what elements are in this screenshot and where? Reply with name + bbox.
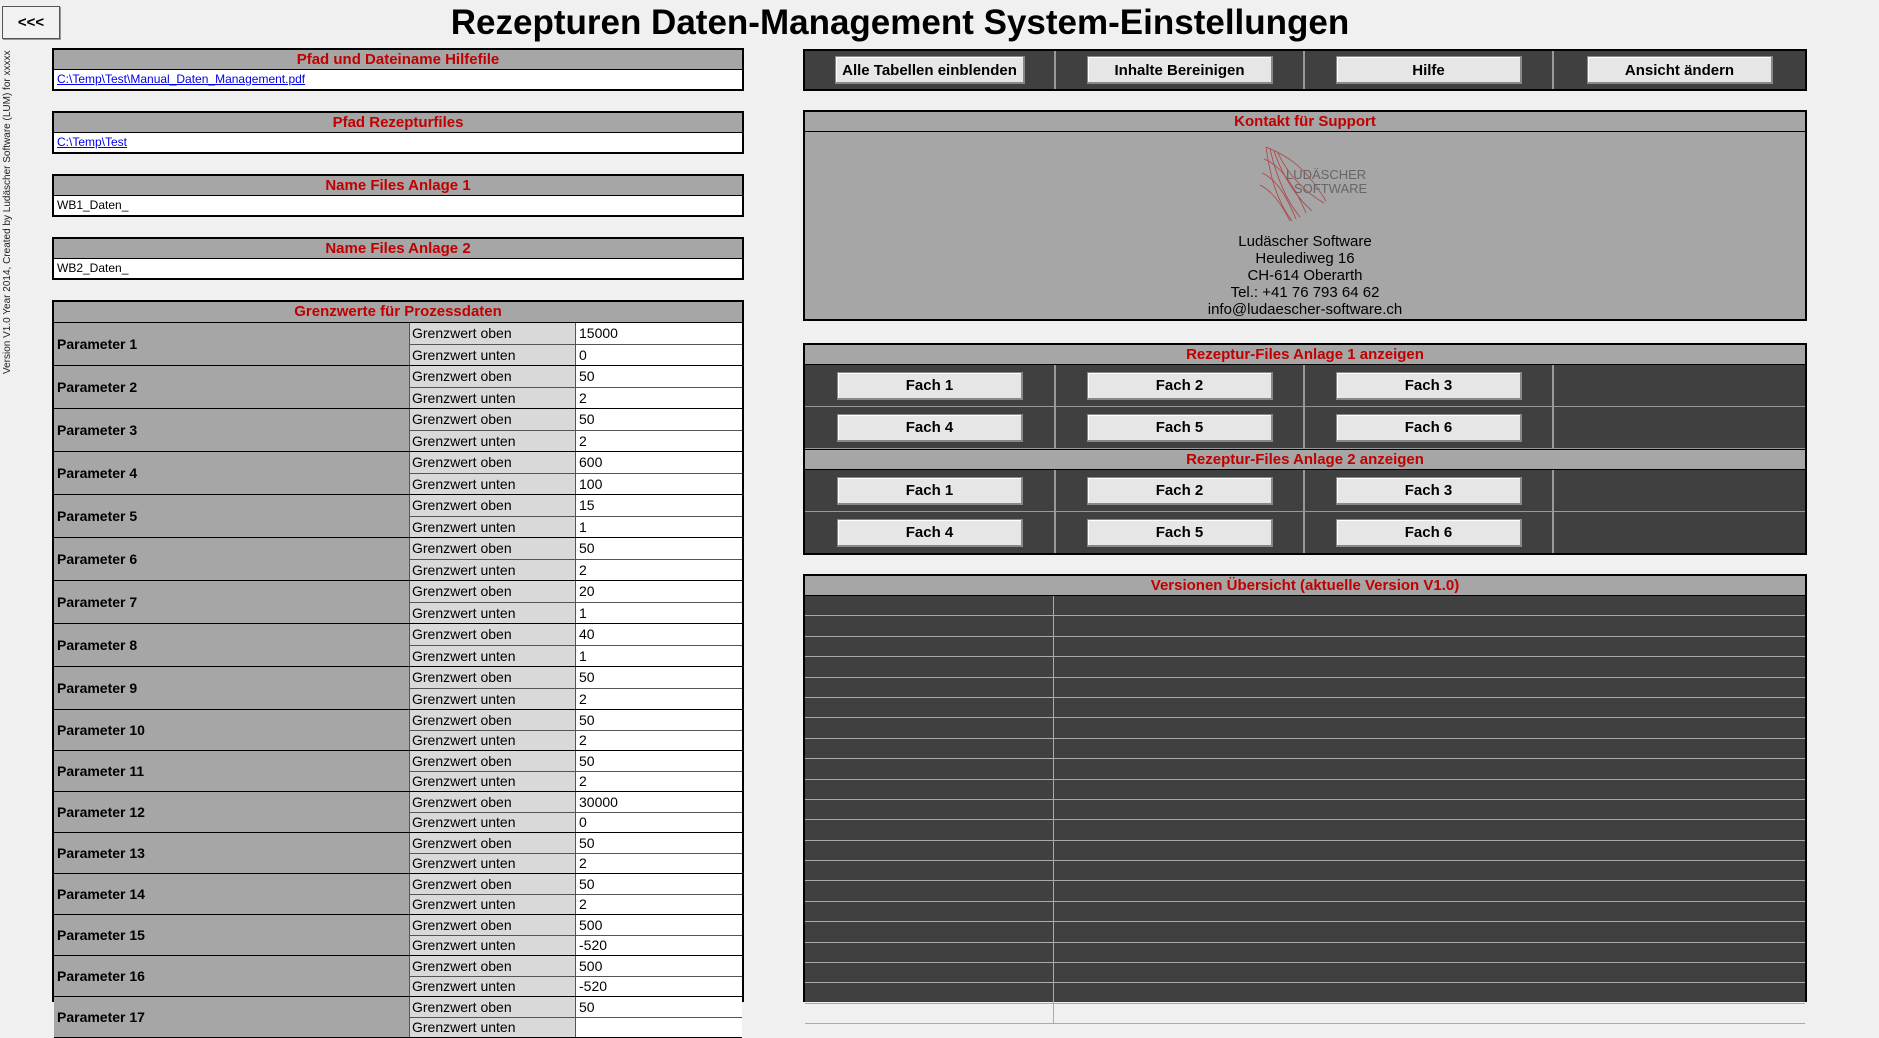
- upper-limit-value[interactable]: 40: [576, 624, 742, 645]
- upper-limit-label: Grenzwert oben: [410, 874, 576, 894]
- param-name: Parameter 8: [54, 624, 410, 666]
- version-row: [805, 983, 1805, 1003]
- anlage1-fach6-button[interactable]: Fach 6: [1336, 414, 1522, 442]
- version-description-cell[interactable]: [1054, 616, 1805, 635]
- upper-limit-label: Grenzwert oben: [410, 452, 576, 473]
- version-description-cell[interactable]: [1054, 637, 1805, 656]
- lower-limit-value[interactable]: 2: [576, 772, 742, 792]
- param-row: [54, 409, 742, 452]
- lower-limit-label: Grenzwert unten: [410, 731, 576, 751]
- version-description-cell[interactable]: [1054, 902, 1805, 921]
- upper-limit-label: Grenzwert oben: [410, 997, 576, 1017]
- version-row: [805, 943, 1805, 963]
- back-button[interactable]: <<<: [2, 6, 60, 39]
- upper-limit-value[interactable]: 50: [576, 874, 742, 894]
- upper-limit-value[interactable]: 20: [576, 581, 742, 602]
- param-name: Parameter 2: [54, 366, 410, 408]
- contact-street: Heulediweg 16: [1255, 250, 1355, 267]
- lower-limit-value[interactable]: 1: [576, 517, 742, 538]
- version-cell[interactable]: [805, 739, 1054, 758]
- lower-limit-value[interactable]: 2: [576, 854, 742, 874]
- version-description-cell[interactable]: [1054, 820, 1805, 839]
- anlage1-fach5-button[interactable]: Fach 5: [1087, 414, 1273, 442]
- recipe-path-link[interactable]: C:\Temp\Test: [57, 135, 128, 149]
- recipe-files-panel: [803, 343, 1807, 555]
- contact-phone: Tel.: +41 76 793 64 62: [1230, 284, 1380, 301]
- param-row: [54, 710, 742, 751]
- recipe-path-section: [52, 111, 744, 154]
- param-row: [54, 792, 742, 833]
- param-name: Parameter 11: [54, 751, 410, 791]
- lower-limit-value[interactable]: 2: [576, 731, 742, 751]
- help-file-link[interactable]: C:\Temp\Test\Manual_Daten_Management.pdf: [57, 72, 306, 86]
- lower-limit-value[interactable]: 100: [576, 474, 742, 495]
- upper-limit-label: Grenzwert oben: [410, 581, 576, 602]
- lower-limit-value[interactable]: -520: [576, 977, 742, 997]
- version-description-cell[interactable]: [1054, 657, 1805, 676]
- anlage1-fach4-button[interactable]: Fach 4: [837, 414, 1023, 442]
- param-name: Parameter 7: [54, 581, 410, 623]
- lower-limit-label: Grenzwert unten: [410, 772, 576, 792]
- lower-limit-label: Grenzwert unten: [410, 517, 576, 538]
- upper-limit-value[interactable]: 600: [576, 452, 742, 473]
- version-description-cell[interactable]: [1054, 759, 1805, 778]
- param-name: Parameter 13: [54, 833, 410, 873]
- upper-limit-label: Grenzwert oben: [410, 409, 576, 430]
- version-note: Version V1.0 Year 2014, Created by Ludäscher Software (LUM) for xxxxx: [2, 50, 13, 374]
- lower-limit-label: Grenzwert unten: [410, 603, 576, 624]
- upper-limit-label: Grenzwert oben: [410, 915, 576, 935]
- change-view-button[interactable]: Ansicht ändern: [1587, 56, 1773, 84]
- param-row: [54, 323, 742, 366]
- version-row: [805, 1004, 1805, 1024]
- upper-limit-value[interactable]: 500: [576, 915, 742, 935]
- version-row: [805, 820, 1805, 840]
- param-name: Parameter 17: [54, 997, 410, 1037]
- upper-limit-value[interactable]: 50: [576, 833, 742, 853]
- upper-limit-label: Grenzwert oben: [410, 323, 576, 344]
- upper-limit-value[interactable]: 50: [576, 667, 742, 688]
- upper-limit-label: Grenzwert oben: [410, 751, 576, 771]
- version-row: [805, 922, 1805, 942]
- param-row: [54, 751, 742, 792]
- lower-limit-label: Grenzwert unten: [410, 431, 576, 452]
- version-description-cell[interactable]: [1054, 739, 1805, 758]
- anlage2-fach3-button[interactable]: Fach 3: [1336, 477, 1522, 505]
- versions-table: [803, 574, 1807, 1002]
- version-cell[interactable]: [805, 718, 1054, 737]
- param-row: [54, 495, 742, 538]
- version-cell[interactable]: [805, 1004, 1054, 1023]
- anlage2-fach6-button[interactable]: Fach 6: [1336, 519, 1522, 547]
- param-name: Parameter 3: [54, 409, 410, 451]
- anlage1-fach2-button[interactable]: Fach 2: [1087, 372, 1273, 400]
- param-row: [54, 538, 742, 581]
- recipe-path-header: Pfad Rezepturfiles: [54, 113, 742, 133]
- logo-text-1: LUDÄSCHER: [1286, 167, 1367, 182]
- show-all-tables-button[interactable]: Alle Tabellen einblenden: [835, 56, 1025, 84]
- lower-limit-label: Grenzwert unten: [410, 977, 576, 997]
- version-description-cell[interactable]: [1054, 861, 1805, 880]
- upper-limit-label: Grenzwert oben: [410, 710, 576, 730]
- support-section: [803, 110, 1807, 321]
- param-row: [54, 452, 742, 495]
- version-description-cell[interactable]: [1054, 718, 1805, 737]
- upper-limit-label: Grenzwert oben: [410, 538, 576, 559]
- limits-header: Grenzwerte für Prozessdaten: [54, 302, 742, 323]
- lower-limit-label: Grenzwert unten: [410, 936, 576, 956]
- version-row: [805, 718, 1805, 738]
- upper-limit-value[interactable]: 50: [576, 366, 742, 387]
- version-cell[interactable]: [805, 943, 1054, 962]
- lower-limit-value[interactable]: 2: [576, 388, 742, 409]
- anlage2-header: Rezeptur-Files Anlage 2 anzeigen: [805, 449, 1805, 470]
- param-name: Parameter 4: [54, 452, 410, 494]
- upper-limit-value[interactable]: 50: [576, 710, 742, 730]
- help-button[interactable]: Hilfe: [1336, 56, 1522, 84]
- upper-limit-label: Grenzwert oben: [410, 624, 576, 645]
- lower-limit-value[interactable]: 1: [576, 646, 742, 667]
- lower-limit-value[interactable]: [576, 1018, 742, 1038]
- param-name: Parameter 10: [54, 710, 410, 750]
- toolbar: [803, 49, 1807, 91]
- upper-limit-value[interactable]: 15000: [576, 323, 742, 344]
- param-name: Parameter 6: [54, 538, 410, 580]
- version-description-cell[interactable]: [1054, 983, 1805, 1002]
- lower-limit-label: Grenzwert unten: [410, 813, 576, 833]
- support-header: Kontakt für Support: [805, 112, 1805, 132]
- anlage1-header: Rezeptur-Files Anlage 1 anzeigen: [805, 345, 1805, 365]
- upper-limit-value[interactable]: 50: [576, 751, 742, 771]
- version-cell[interactable]: [805, 800, 1054, 819]
- version-description-cell[interactable]: [1054, 800, 1805, 819]
- lower-limit-label: Grenzwert unten: [410, 560, 576, 581]
- version-row: [805, 616, 1805, 636]
- param-name: Parameter 12: [54, 792, 410, 832]
- version-description-cell[interactable]: [1054, 943, 1805, 962]
- param-row: [54, 366, 742, 409]
- version-cell[interactable]: [805, 596, 1054, 615]
- param-row: [54, 915, 742, 956]
- company-logo: [1256, 145, 1368, 223]
- lower-limit-value[interactable]: 0: [576, 813, 742, 833]
- lower-limit-label: Grenzwert unten: [410, 474, 576, 495]
- version-cell[interactable]: [805, 657, 1054, 676]
- version-row: [805, 841, 1805, 861]
- contact-info: [805, 233, 1805, 318]
- lower-limit-label: Grenzwert unten: [410, 854, 576, 874]
- contact-city: CH-614 Oberarth: [1247, 267, 1363, 284]
- versions-header: Versionen Übersicht (aktuelle Version V1.0): [805, 576, 1805, 596]
- version-description-cell[interactable]: [1054, 922, 1805, 941]
- version-description-cell[interactable]: [1054, 1004, 1805, 1023]
- version-description-cell[interactable]: [1054, 841, 1805, 860]
- version-cell[interactable]: [805, 698, 1054, 717]
- upper-limit-label: Grenzwert oben: [410, 495, 576, 516]
- files-anlage2-input[interactable]: WB2_Daten_: [57, 261, 129, 275]
- help-file-section: [52, 48, 744, 91]
- clean-contents-button[interactable]: Inhalte Bereinigen: [1087, 56, 1273, 84]
- anlage1-fach1-button[interactable]: Fach 1: [837, 372, 1023, 400]
- limits-table: [52, 300, 744, 1036]
- anlage1-fach3-button[interactable]: Fach 3: [1336, 372, 1522, 400]
- version-cell[interactable]: [805, 616, 1054, 635]
- contact-company: Ludäscher Software: [1238, 233, 1372, 250]
- version-description-cell[interactable]: [1054, 678, 1805, 697]
- version-cell[interactable]: [805, 637, 1054, 656]
- files-anlage2-header: Name Files Anlage 2: [54, 239, 742, 259]
- version-cell[interactable]: [805, 841, 1054, 860]
- param-row: [54, 997, 742, 1038]
- lower-limit-value[interactable]: 2: [576, 895, 742, 915]
- version-row: [805, 800, 1805, 820]
- files-anlage1-input[interactable]: WB1_Daten_: [57, 198, 129, 212]
- param-row: [54, 667, 742, 710]
- lower-limit-label: Grenzwert unten: [410, 388, 576, 409]
- anlage2-fach1-button[interactable]: Fach 1: [837, 477, 1023, 505]
- upper-limit-value[interactable]: 50: [576, 997, 742, 1017]
- files-anlage2-section: [52, 237, 744, 280]
- version-description-cell[interactable]: [1054, 780, 1805, 799]
- version-description-cell[interactable]: [1054, 963, 1805, 982]
- lower-limit-label: Grenzwert unten: [410, 345, 576, 366]
- version-cell[interactable]: [805, 861, 1054, 880]
- version-row: [805, 637, 1805, 657]
- version-row: [805, 739, 1805, 759]
- lower-limit-value[interactable]: 2: [576, 689, 742, 710]
- files-anlage1-section: [52, 174, 744, 217]
- lower-limit-label: Grenzwert unten: [410, 646, 576, 667]
- version-cell[interactable]: [805, 759, 1054, 778]
- version-cell[interactable]: [805, 983, 1054, 1002]
- lower-limit-value[interactable]: 0: [576, 345, 742, 366]
- version-description-cell[interactable]: [1054, 596, 1805, 615]
- upper-limit-label: Grenzwert oben: [410, 833, 576, 853]
- upper-limit-label: Grenzwert oben: [410, 667, 576, 688]
- version-description-cell[interactable]: [1054, 698, 1805, 717]
- param-name: Parameter 9: [54, 667, 410, 709]
- version-description-cell[interactable]: [1054, 881, 1805, 900]
- version-row: [805, 861, 1805, 881]
- upper-limit-value[interactable]: 50: [576, 409, 742, 430]
- lower-limit-value[interactable]: 2: [576, 431, 742, 452]
- anlage2-fach5-button[interactable]: Fach 5: [1087, 519, 1273, 547]
- version-row: [805, 596, 1805, 616]
- version-row: [805, 780, 1805, 800]
- upper-limit-value[interactable]: 30000: [576, 792, 742, 812]
- version-cell[interactable]: [805, 902, 1054, 921]
- param-row: [54, 833, 742, 874]
- lower-limit-label: Grenzwert unten: [410, 689, 576, 710]
- version-row: [805, 657, 1805, 677]
- files-anlage1-header: Name Files Anlage 1: [54, 176, 742, 196]
- param-name: Parameter 1: [54, 323, 410, 365]
- version-cell[interactable]: [805, 881, 1054, 900]
- contact-email[interactable]: info@ludaescher-software.ch: [1207, 301, 1403, 318]
- version-cell[interactable]: [805, 678, 1054, 697]
- upper-limit-label: Grenzwert oben: [410, 792, 576, 812]
- lower-limit-value[interactable]: 1: [576, 603, 742, 624]
- param-name: Parameter 5: [54, 495, 410, 537]
- version-cell[interactable]: [805, 963, 1054, 982]
- param-row: [54, 581, 742, 624]
- logo-text-2: SOFTWARE: [1294, 181, 1368, 196]
- version-row: [805, 963, 1805, 983]
- upper-limit-label: Grenzwert oben: [410, 366, 576, 387]
- param-row: [54, 874, 742, 915]
- upper-limit-value[interactable]: 15: [576, 495, 742, 516]
- version-row: [805, 881, 1805, 901]
- page-title: Rezepturen Daten-Management System-Einstellungen: [450, 3, 1350, 42]
- help-file-header: Pfad und Dateiname Hilfefile: [54, 50, 742, 70]
- param-name: Parameter 15: [54, 915, 410, 955]
- version-cell[interactable]: [805, 780, 1054, 799]
- anlage2-fach4-button[interactable]: Fach 4: [837, 519, 1023, 547]
- version-row: [805, 902, 1805, 922]
- upper-limit-label: Grenzwert oben: [410, 956, 576, 976]
- version-row: [805, 678, 1805, 698]
- lower-limit-value[interactable]: 2: [576, 560, 742, 581]
- param-row: [54, 956, 742, 997]
- version-row: [805, 759, 1805, 779]
- lower-limit-value[interactable]: -520: [576, 936, 742, 956]
- param-name: Parameter 16: [54, 956, 410, 996]
- param-row: [54, 624, 742, 667]
- lower-limit-label: Grenzwert unten: [410, 895, 576, 915]
- param-name: Parameter 14: [54, 874, 410, 914]
- version-cell[interactable]: [805, 820, 1054, 839]
- upper-limit-value[interactable]: 500: [576, 956, 742, 976]
- upper-limit-value[interactable]: 50: [576, 538, 742, 559]
- version-cell[interactable]: [805, 922, 1054, 941]
- version-row: [805, 698, 1805, 718]
- lower-limit-label: Grenzwert unten: [410, 1018, 576, 1038]
- anlage2-fach2-button[interactable]: Fach 2: [1087, 477, 1273, 505]
